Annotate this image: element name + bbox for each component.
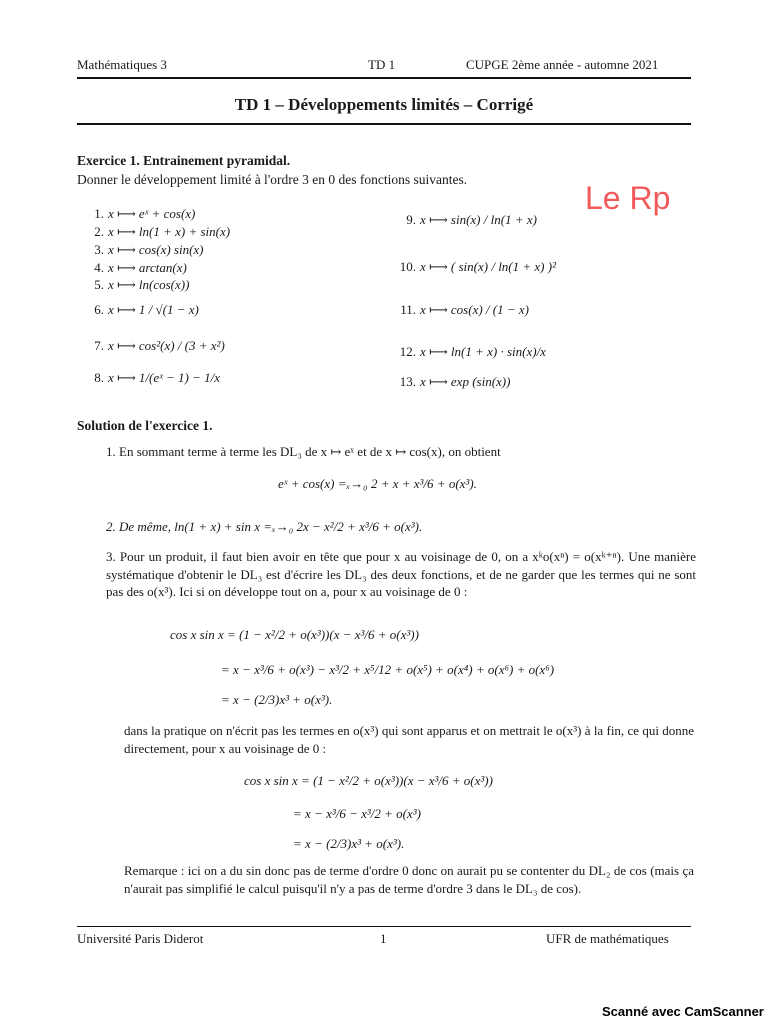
list-item: 5. x ⟼ ln(cos(x)) — [94, 277, 190, 292]
footer-page-number: 1 — [380, 931, 387, 946]
solution-paragraph-4: dans la pratique on n'écrit pas les termes en o(x³) qui sont apparus et on mettrait le o(x³) à la fin, ce qui donne directement, pour x au voisinage de 0 : — [124, 723, 694, 756]
footer-university: Université Paris Diderot — [77, 931, 204, 946]
solution-heading: Solution de l'exercice 1. — [77, 418, 213, 433]
list-item: 1. x ⟼ eˣ + cos(x) — [94, 206, 196, 221]
footer-rule — [77, 926, 691, 927]
solution-paragraph-1: 1. En sommant terme à terme les DL₃ de x ↦ eˣ et de x ↦ cos(x), on obtient — [106, 444, 501, 459]
header-course: Mathématiques 3 — [77, 57, 167, 72]
list-item: 8. x ⟼ 1/(eˣ − 1) − 1/x — [94, 370, 221, 385]
solution-paragraph-3: 3. Pour un produit, il faut bien avoir en tête que pour x au voisinage de 0, on a xᵏo(xⁿ) = o(xᵏ⁺ⁿ). Une manière systématique d'obtenir le DL₃ est d'écrire les DL₃ des deux fonctions, et de ne garder que les termes qui ne sont pas des o(x³). Ici si on développe tout on a, pour x au voisinage de 0 : — [106, 549, 696, 599]
exercise-instruction: Donner le développement limité à l'ordre 3 en 0 des fonctions suivantes. — [77, 172, 468, 187]
list-item: 2. x ⟼ ln(1 + x) + sin(x) — [94, 224, 231, 239]
list-item: 10. x ⟼ ( sin(x) / ln(1 + x) )² — [399, 259, 556, 274]
solution-remark: Remarque : ici on a du sin donc pas de terme d'ordre 0 donc on aurait pu se contenter du DL₂ de cos (mais ça n'aurait pas simplifié le calcul puisqu'il n'y a pas de terme d'ordre 3 dans le DL₃ de cos). — [124, 863, 694, 896]
equation-4b: = x − x³/6 − x³/2 + o(x³) — [293, 806, 421, 821]
header-rule — [77, 77, 691, 79]
list-item: 4. x ⟼ arctan(x) — [94, 260, 187, 275]
list-item: 9. x ⟼ sin(x) / ln(1 + x) — [406, 212, 537, 227]
title-rule — [77, 123, 691, 125]
equation-3a: cos x sin x = (1 − x²/2 + o(x³))(x − x³/6 + o(x³)) — [170, 627, 419, 642]
page-title: TD 1 – Développements limités – Corrigé — [234, 95, 534, 114]
list-item: 3. x ⟼ cos(x) sin(x) — [94, 242, 204, 257]
scanner-watermark: Scanné avec CamScanner — [602, 1004, 764, 1019]
footer-department: UFR de mathématiques — [546, 931, 669, 946]
list-item: 6. x ⟼ 1 / √(1 − x) — [94, 302, 199, 317]
list-item: 7. x ⟼ cos²(x) / (3 + x²) — [94, 338, 225, 353]
handwritten-stamp: Le Rp — [585, 180, 671, 216]
list-item: 12. x ⟼ ln(1 + x) · sin(x)/x — [399, 344, 546, 359]
solution-paragraph-2: 2. De même, ln(1 + x) + sin x =ₓ→₀ 2x − x²/2 + x³/6 + o(x³). — [106, 519, 423, 534]
equation-4c: = x − (2/3)x³ + o(x³). — [293, 836, 405, 851]
equation-1: eˣ + cos(x) =ₓ→₀ 2 + x + x³/6 + o(x³). — [278, 476, 477, 491]
header-td: TD 1 — [368, 57, 396, 72]
list-item: 11. x ⟼ cos(x) / (1 − x) — [400, 302, 529, 317]
header-class: CUPGE 2ème année - automne 2021 — [466, 57, 659, 72]
list-item: 13. x ⟼ exp (sin(x)) — [399, 374, 511, 389]
exercise-heading: Exercice 1. Entrainement pyramidal. — [77, 153, 291, 168]
equation-3c: = x − (2/3)x³ + o(x³). — [221, 692, 333, 707]
equation-4a: cos x sin x = (1 − x²/2 + o(x³))(x − x³/6 + o(x³)) — [244, 773, 493, 788]
equation-3b: = x − x³/6 + o(x³) − x³/2 + x⁵/12 + o(x⁵) + o(x⁴) + o(x⁶) + o(x⁶) — [221, 662, 555, 677]
